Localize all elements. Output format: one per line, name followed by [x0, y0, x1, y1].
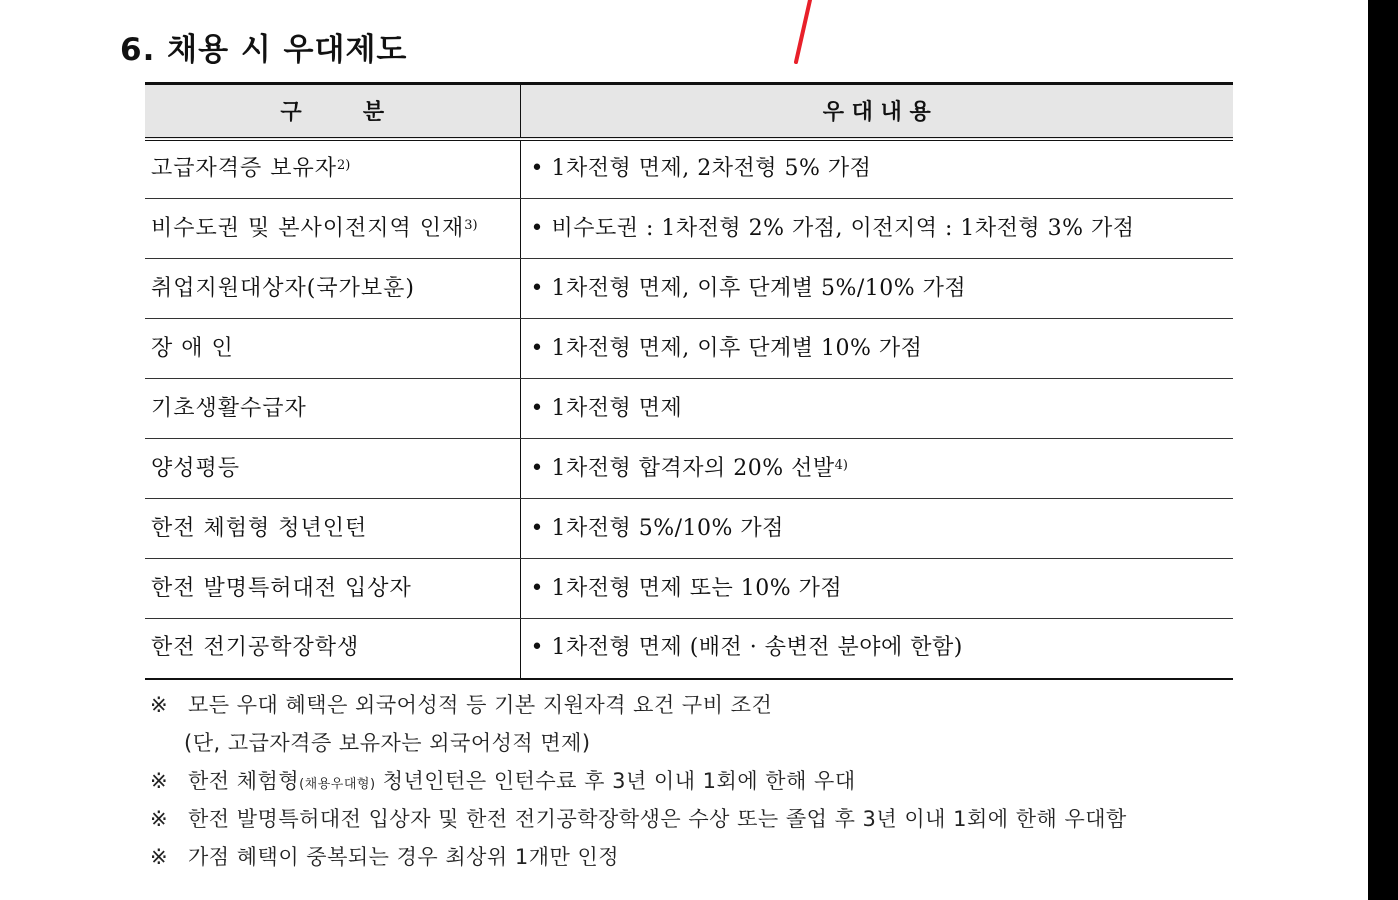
row-benefit: • 비수도권 : 1차전형 2% 가점, 이전지역 : 1차전형 3% 가점	[520, 199, 1233, 259]
red-pen-stroke	[790, 0, 820, 70]
reference-mark: ※	[150, 807, 169, 831]
table-row	[145, 379, 1233, 439]
row-benefit: • 1차전형 면제, 이후 단계별 5%/10% 가점	[520, 259, 1233, 319]
screen-edge-bar	[1368, 0, 1398, 900]
note-item: ※ 한전 발명특허대전 입상자 및 한전 전기공학장학생은 수상 또는 졸업 후 3년 이내 1회에 한해 우대함	[150, 804, 1240, 842]
table-row	[145, 499, 1233, 559]
reference-mark: ※	[150, 769, 169, 793]
note-item-continuation: (단, 고급자격증 보유자는 외국어성적 면제)	[184, 731, 591, 755]
row-benefit: • 1차전형 5%/10% 가점	[520, 499, 1233, 559]
reference-mark: ※	[150, 693, 169, 717]
header-benefit: 우 대 내 용	[520, 84, 1233, 139]
row-category: 취업지원대상자(국가보훈)	[145, 259, 520, 319]
reference-mark: ※	[150, 845, 169, 869]
footnote-ref: 2)	[337, 158, 351, 174]
table-row	[145, 319, 1233, 379]
table-row	[145, 439, 1233, 499]
note-item: ※ 가점 혜택이 중복되는 경우 최상위 1개만 인정	[150, 842, 1240, 880]
row-category: 한전 발명특허대전 입상자	[145, 559, 520, 619]
row-category: 고급자격증 보유자$^{2)}$	[145, 139, 520, 199]
row-benefit: • 1차전형 면제, 이후 단계별 10% 가점	[520, 319, 1233, 379]
row-benefit: • 1차전형 면제, 2차전형 5% 가점	[520, 139, 1233, 199]
row-category: 장 애 인	[145, 319, 520, 379]
row-benefit: • 1차전형 면제 (배전 · 송변전 분야에 한함)	[520, 619, 1233, 679]
row-benefit: • 1차전형 면제	[520, 379, 1233, 439]
footnote-ref: 3)	[464, 217, 478, 233]
row-benefit: • 1차전형 면제 또는 10% 가점	[520, 559, 1233, 619]
table-row	[145, 559, 1233, 619]
preferential-benefit-table	[145, 82, 1233, 680]
row-category: 비수도권 및 본사이전지역 인재$^{3)}$	[145, 199, 520, 259]
table-row	[145, 259, 1233, 319]
row-category: 한전 전기공학장학생	[145, 619, 520, 679]
row-category: 한전 체험형 청년인턴	[145, 499, 520, 559]
section-title: 6. 채용 시 우대제도	[120, 32, 408, 68]
footnote-ref: 4)	[834, 457, 848, 473]
header-category: 구 분	[145, 84, 520, 139]
table-row	[145, 139, 1233, 199]
table-row	[145, 619, 1233, 679]
table-header-row	[145, 84, 1233, 139]
note-item: ※ 모든 우대 혜택은 외국어성적 등 기본 지원자격 요건 구비 조건	[150, 690, 1240, 728]
row-benefit: • 1차전형 합격자의 20% 선발$^{4)}$	[520, 439, 1233, 499]
row-category: 양성평등	[145, 439, 520, 499]
note-item: ※ 한전 체험형(채용우대형) 청년인턴은 인턴수료 후 3년 이내 1회에 한해 우대	[150, 766, 1240, 804]
table-row	[145, 199, 1233, 259]
notes-section	[150, 690, 1240, 880]
row-category: 기초생활수급자	[145, 379, 520, 439]
